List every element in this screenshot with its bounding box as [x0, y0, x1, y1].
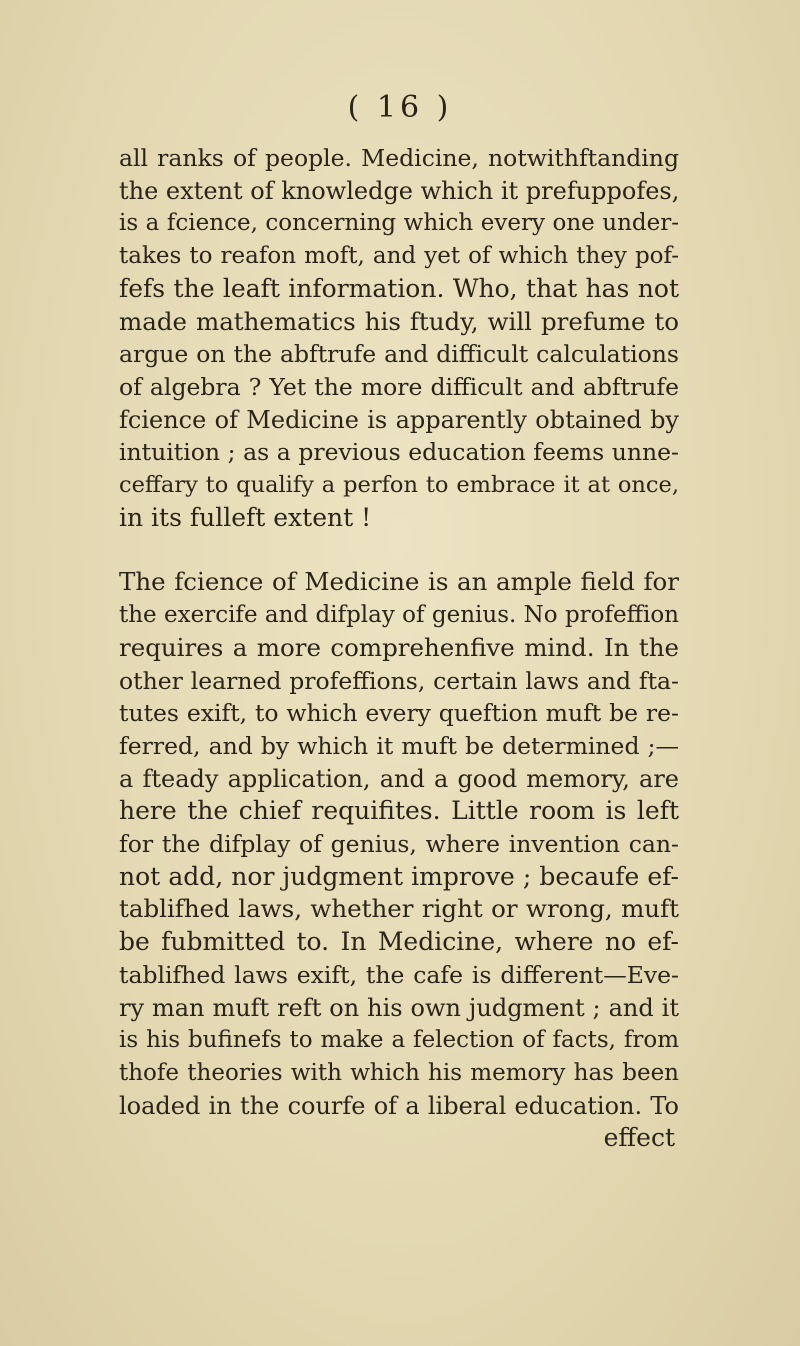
text-line: the exercife and difplay of genius. No profeffion — [119, 602, 679, 629]
text-line: in its fulleft extent ! — [119, 502, 372, 532]
paragraph-1 — [119, 142, 679, 534]
body-text — [119, 142, 679, 1155]
text-line: other learned profeffions, certain laws and fta- — [119, 666, 679, 695]
text-line: tablifhed laws, whether right or wrong, muft — [119, 894, 679, 924]
text-line: not add, nor judgment improve ; becaufe ef- — [119, 861, 679, 891]
text-line: made mathematics his ftudy, will prefume to — [119, 306, 679, 336]
page-number: ( 16 ) — [347, 90, 453, 125]
text-line: ferred, and by which it muft be determined ;— — [119, 731, 679, 760]
text-line: a fteady application, and a good memory, are — [119, 764, 679, 793]
text-line: loaded in the courfe of a liberal education. To — [119, 1091, 679, 1120]
text-line: ry man muft reft on his own judgment ; and it — [119, 993, 679, 1022]
text-line: The fcience of Medicine is an ample field for — [119, 567, 679, 597]
text-line: the extent of knowledge which it prefuppofes, — [119, 176, 680, 205]
text-line: ceffary to qualify a perfon to embrace it at once, — [119, 472, 679, 499]
text-line: takes to reafon moft, and yet of which they pof- — [119, 243, 679, 270]
text-line: argue on the abftrufe and difficult calculations — [119, 340, 679, 369]
text-line: intuition ; as a previous education feems unne- — [119, 438, 679, 467]
text-line: is a fcience, concerning which every one under- — [119, 210, 679, 237]
catchword: effect — [603, 1123, 675, 1153]
text-line: requires a more comprehenfive mind. In the — [119, 632, 679, 662]
text-line: fcience of Medicine is apparently obtained by — [119, 405, 679, 434]
text-line: of algebra ? Yet the more difficult and abftrufe — [119, 372, 679, 401]
text-line: for the difplay of genius, where invention can- — [119, 830, 679, 859]
text-line: tutes exift, to which every queftion muft be re- — [119, 699, 679, 728]
paragraph-2 — [119, 566, 679, 1122]
text-line: tablifhed laws exift, the cafe is different—Eve- — [119, 960, 679, 989]
text-line: be fubmitted to. In Medicine, where no ef- — [119, 927, 679, 957]
text-line: all ranks of people. Medicine, notwithftanding — [119, 144, 679, 172]
text-line: here the chief requifites. Little room is left — [119, 796, 679, 826]
text-line: fefs the leaft information. Who, that has not — [119, 273, 679, 303]
text-line: thofe theories with which his memory has been — [119, 1059, 679, 1086]
text-line: is his bufinefs to make a felection of facts, from — [119, 1027, 679, 1054]
